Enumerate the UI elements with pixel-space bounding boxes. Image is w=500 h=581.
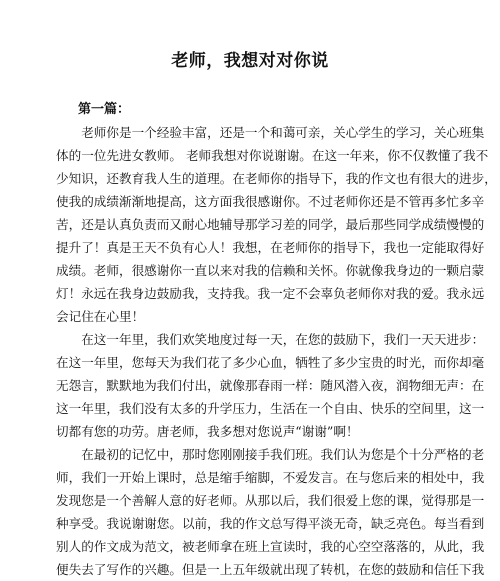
text-line: 便失去了写作的兴趣。但是一上五年级就出现了转机，在您的鼓励和信任下我	[56, 562, 485, 577]
text-line: 师，我们一开始上课时，总是缩手缩脚，不爱发言。在与您后来的相处中，我	[56, 470, 485, 485]
text-line: 在最初的记忆中，那时您刚刚接手我们班。我们认为您是个十分严格的老	[56, 447, 485, 462]
text-line: 苦，还是认真负责而又耐心地辅导那学习差的同学，最后那些同学成绩慢慢的	[56, 217, 485, 232]
text-line: 这一年里，我们没有太多的升学压力，生活在一个自由、快乐的空间里，这一	[56, 401, 485, 416]
text-line: 在这一年里，我们欢笑地度过每一天，在您的鼓励下，我们一天天进步：	[56, 332, 485, 347]
text-line: 在这一年里，您每天为我们花了多少心血，牺牲了多少宝贵的时光，而你却毫	[56, 355, 485, 370]
text-line: 成绩。老师，很感谢你一直以来对我的信赖和关怀。你就像我身边的一颗启蒙	[56, 263, 485, 278]
text-line: 会记住在心里！	[56, 309, 145, 324]
text-line: 体的一位先进女教师。 老师我想对你说谢谢。在这一年来，你不仅教懂了我不	[56, 148, 489, 163]
text-line: 使我的成绩渐渐地提高，这方面我很感谢你。不过老师你还是不管再多忙多辛	[56, 194, 485, 209]
text-line: 灯！永远在我身边鼓励我，支持我。我一定不会辜负老师你对我的爱。我永远	[56, 286, 485, 301]
text-line: 无怨言，默默地为我们付出，就像那春雨一样：随风潜入夜，润物细无声：在	[56, 378, 485, 393]
text-line: 提升了！真是王天不负有心人！我想，在老师你的指导下，我也一定能取得好	[56, 240, 485, 255]
text-line: 种享受。我说谢谢您。以前，我的作文总写得平淡无奇，缺乏亮色。每当看到	[56, 516, 485, 531]
section-heading: 第一篇：	[78, 102, 131, 117]
body-text	[56, 121, 497, 581]
text-line: 发现您是一个善解人意的好老师。从那以后，我们很爱上您的课，觉得那是一	[56, 493, 485, 508]
page-title: 老师，我想对对你说	[171, 51, 329, 71]
text-line: 老师你是一个经验丰富，还是一个和蔼可亲，关心学生的学习，关心班集	[56, 125, 485, 140]
text-line: 切都有您的功劳。唐老师，我多想对您说声“谢谢”啊！	[56, 424, 359, 439]
text-line: 少知识，还教育我人生的道理。在老师你的指导下，我的作文也有很大的进步，	[56, 171, 497, 186]
text-line: 别人的作文成为范文，被老师拿在班上宣读时，我的心空空落落的，从此，我	[56, 539, 485, 554]
